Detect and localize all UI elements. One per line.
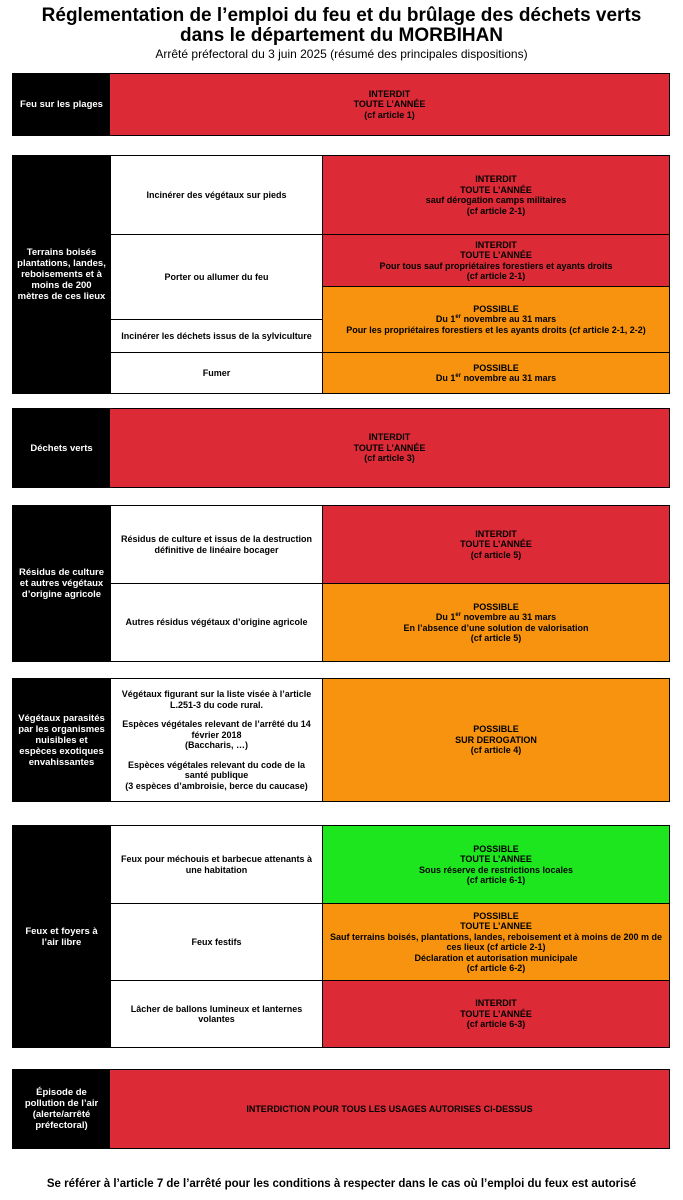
status-incinerer-vegetaux xyxy=(323,156,669,234)
activity-residus-bocager: Résidus de culture et issus de la destruction définitive de linéaire bocager xyxy=(111,506,322,583)
status-line: POSSIBLE xyxy=(473,601,519,612)
status-line: (cf article 1) xyxy=(364,109,415,120)
status-dechets-verts xyxy=(110,409,669,487)
activity-porter-feu: Porter ou allumer du feu xyxy=(111,235,322,319)
status-line: TOUTE L’ANNÉE xyxy=(353,442,426,453)
title-line-2: dans le département du MORBIHAN xyxy=(179,25,504,46)
status-line: INTERDIT xyxy=(368,88,411,99)
status-line: TOUTE L’ANNEE xyxy=(460,854,532,864)
status-porter-feu xyxy=(323,235,669,286)
block-pollution xyxy=(12,1069,670,1149)
status-line: (cf article 5) xyxy=(470,549,522,560)
label-dechets-verts: Déchets verts xyxy=(13,409,110,487)
status-line: INTERDIT xyxy=(475,528,517,539)
activity-ballons-lanternes: Lâcher de ballons lumineux et lanternes volantes xyxy=(111,981,322,1047)
status-line: TOUTE L’ANNÉE xyxy=(460,539,532,550)
status-ballons-lanternes xyxy=(323,981,669,1047)
document-header xyxy=(0,6,683,62)
status-line: (cf article 6-2) xyxy=(466,963,526,973)
status-line: TOUTE L’ANNEE xyxy=(460,921,532,931)
status-line: POSSIBLE xyxy=(473,724,519,735)
status-line: sauf dérogation camps militaires xyxy=(425,195,567,205)
status-line: (cf article 2-1) xyxy=(466,205,526,216)
activity-line: Végétaux figurant sur la liste visée à l’article L.251-3 du code rural. xyxy=(121,689,312,710)
status-line: POSSIBLE xyxy=(473,303,519,314)
block-residus-culture xyxy=(12,505,670,662)
activity-incinerer-vegetaux: Incinérer des végétaux sur pieds xyxy=(111,156,322,234)
label-vegetaux-parasites: Végétaux parasités par les organismes nuisibles et espèces exotiques envahissantes xyxy=(13,679,110,801)
status-line: (cf article 3) xyxy=(364,453,415,464)
activity-line: Espèces végétales relevant du code de la santé publique xyxy=(127,759,306,780)
activity-mechouis-barbecue: Feux pour méchouis et barbecue attenants à une habitation xyxy=(111,826,322,903)
status-sylviculture xyxy=(323,287,669,352)
status-line: Déclaration et autorisation municipale xyxy=(414,952,578,963)
subtitle: Arrêté préfectoral du 3 juin 2025 (résumé des principales dispositions) xyxy=(155,47,528,61)
activity-vegetaux-parasites xyxy=(111,679,322,801)
block-terrains-boises xyxy=(12,155,670,394)
title-line-1: Réglementation de l’emploi du feu et du brûlage des déchets verts xyxy=(41,5,642,26)
activity-autres-residus: Autres résidus végétaux d’origine agricole xyxy=(111,584,322,661)
label-terrains-boises: Terrains boisés plantations, landes, reboisements et à moins de 200 mètres de ces lieux xyxy=(13,156,110,393)
status-line: TOUTE L’ANNÉE xyxy=(460,184,532,195)
status-line: (cf article 6-1) xyxy=(466,875,526,885)
status-line: POSSIBLE xyxy=(473,362,519,373)
status-line: SUR DEROGATION xyxy=(455,734,537,745)
status-fumer xyxy=(323,353,669,393)
status-line: INTERDIT xyxy=(475,998,517,1009)
status-line: (cf article 6-3) xyxy=(466,1019,526,1030)
activity-line: Espèces végétales relevant de l’arrêté du 14 février 2018 xyxy=(122,719,311,740)
label-feux-foyers: Feux et foyers à l’air libre xyxy=(13,826,110,1047)
activity-fumer: Fumer xyxy=(111,353,322,393)
status-plages xyxy=(110,74,669,135)
footer-note: Se référer à l’article 7 de l’arrêté pour les conditions à respecter dans le cas où l’emploi du feux est autorisé xyxy=(46,1178,637,1190)
activity-dechets-sylviculture: Incinérer les déchets issus de la sylviculture xyxy=(111,320,322,352)
status-autres-residus xyxy=(323,584,669,661)
status-line: Du 1er novembre au 31 mars xyxy=(435,373,557,383)
label-residus-culture: Résidus de culture et autres végétaux d’origine agricole xyxy=(13,506,110,661)
status-line: INTERDIT xyxy=(368,432,411,443)
status-line: INTERDIT xyxy=(475,174,517,184)
status-line: POSSIBLE xyxy=(473,843,519,854)
status-line: Pour les propriétaires forestiers et les ayants droits (cf article 2-1, 2-2) xyxy=(346,324,646,335)
status-line: POSSIBLE xyxy=(473,910,519,921)
status-line: Sauf terrains boisés, plantations, landes, reboisement et à moins de 200 m de ces lieux (cf article 2-1) xyxy=(329,931,663,952)
label-plages: Feu sur les plages xyxy=(13,74,110,135)
status-line: (cf article 4) xyxy=(470,745,522,756)
status-mechouis-barbecue xyxy=(323,826,669,903)
activity-line: (3 espèces d’ambroisie, berce du caucase) xyxy=(125,780,308,791)
activity-feux-festifs: Feux festifs xyxy=(111,904,322,980)
status-residus-bocager xyxy=(323,506,669,583)
status-line: En l’absence d’une solution de valorisation xyxy=(403,622,589,633)
status-line: (cf article 5) xyxy=(470,633,522,643)
status-vegetaux-parasites xyxy=(323,679,669,801)
status-line: (cf article 2-1) xyxy=(466,271,526,281)
label-pollution: Épisode de pollution de l’air (alerte/arrêté préfectoral) xyxy=(13,1070,110,1148)
block-plages xyxy=(12,73,670,136)
status-line: Pour tous sauf propriétaires forestiers et ayants droits xyxy=(379,260,613,271)
status-line: Du 1er novembre au 31 mars xyxy=(435,612,557,622)
block-vegetaux-parasites xyxy=(12,678,670,802)
status-line: TOUTE L’ANNÉE xyxy=(460,1008,532,1019)
status-line: INTERDIT xyxy=(475,239,517,250)
block-dechets-verts xyxy=(12,408,670,488)
block-feux-foyers xyxy=(12,825,670,1048)
status-line: Sous réserve de restrictions locales xyxy=(418,864,574,875)
activity-line: (Baccharis, …) xyxy=(184,740,249,750)
status-line: Du 1er novembre au 31 mars xyxy=(435,314,557,325)
status-feux-festifs xyxy=(323,904,669,980)
status-line: TOUTE L’ANNÉE xyxy=(353,99,426,110)
status-line: TOUTE L’ANNÉE xyxy=(460,250,532,260)
status-pollution: INTERDICTION POUR TOUS LES USAGES AUTORISES CI-DESSUS xyxy=(110,1070,669,1148)
